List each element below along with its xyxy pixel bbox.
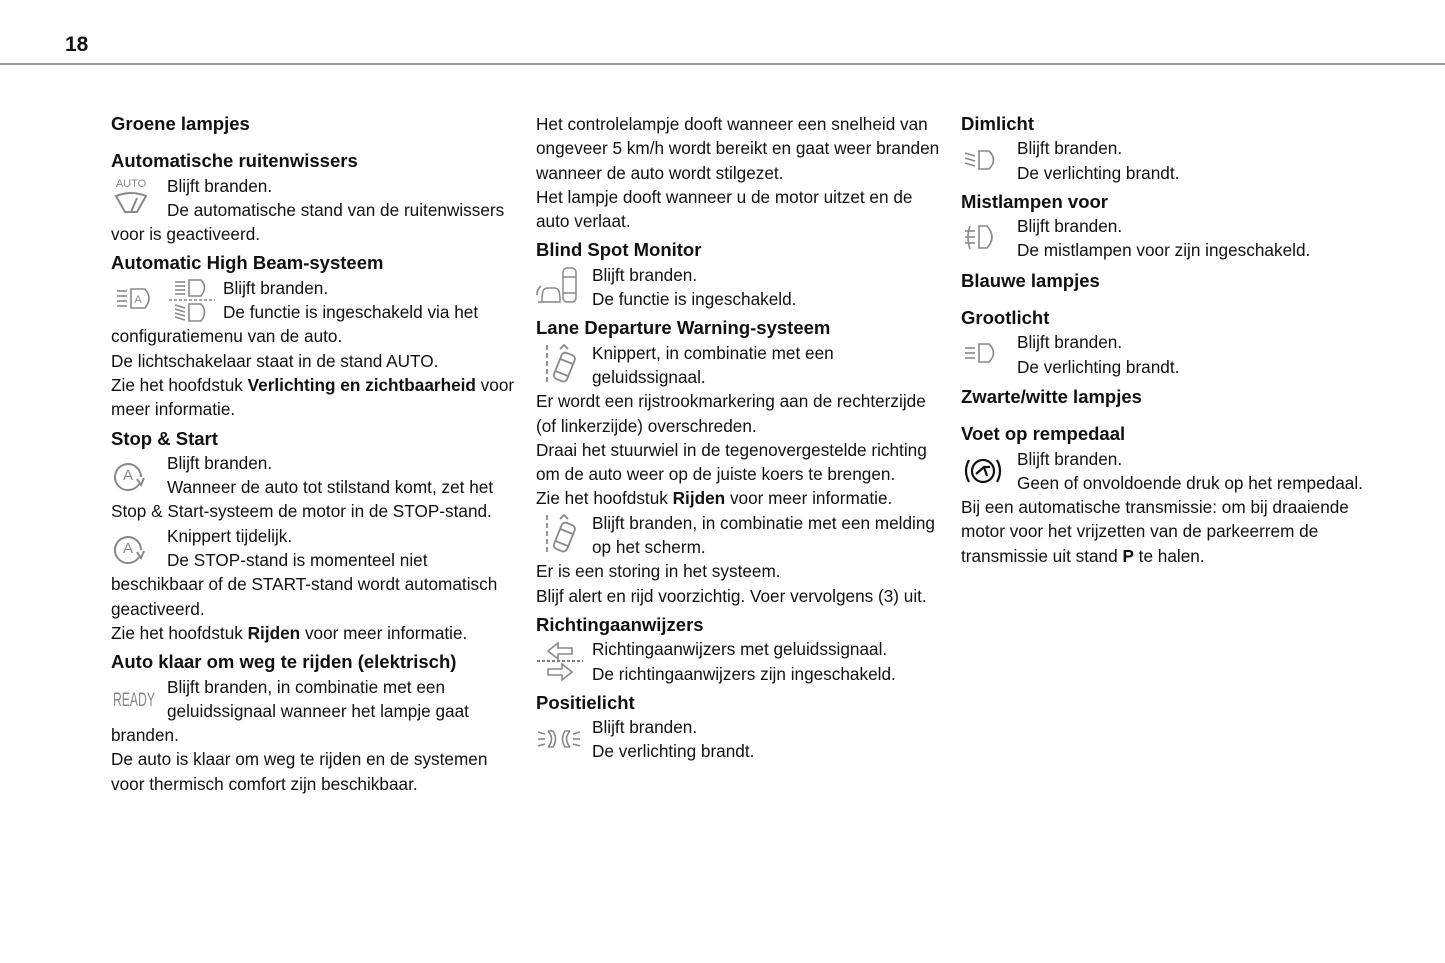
ldw-a-text-2: Draai het stuurwiel in de tegenovergestelde richting om de auto weer op de juiste koers te brengen.: [536, 439, 927, 485]
wipers-section: [111, 149, 516, 246]
stop-start-reference-link: Rijden: [247, 622, 301, 643]
dipped-heading: Dimlicht: [961, 113, 1034, 134]
main-beam-section: [961, 306, 1381, 379]
position-lights-icon: [536, 715, 592, 763]
ahb-section: [111, 251, 516, 421]
ldw-b-text-2: Blijf alert en rijd voorzichtig. Voer vervolgens (3) uit.: [536, 585, 927, 606]
position-line-2: De verlichting brandt.: [592, 741, 755, 762]
brake-line-1: Blijft branden.: [1017, 448, 1123, 469]
ldw-reference-pre: Zie het hoofdstuk: [536, 488, 673, 509]
position-heading: Positielicht: [536, 691, 635, 713]
turn-signal-icon: [536, 637, 592, 685]
column-2: [536, 112, 941, 764]
svg-text:A: A: [122, 466, 134, 484]
page-number: 18: [65, 33, 89, 56]
ldw-a-line-1: Knippert, in combinatie met een geluidssignaal.: [592, 342, 834, 387]
position-section: [536, 691, 941, 764]
ldw-section: [536, 316, 941, 608]
ready-icon: [111, 675, 167, 723]
stop-start-reference-post: voor meer informatie.: [300, 622, 468, 643]
svg-text:A: A: [134, 293, 142, 306]
column-1: [111, 112, 516, 796]
stop-start-reference: [111, 621, 516, 645]
brake-text: [961, 495, 1381, 568]
dipped-line-1: Blijft branden.: [1017, 138, 1123, 159]
wipers-line-2: De automatische stand van de ruitenwissers voor is geactiveerd.: [111, 199, 505, 245]
ldw-reference: [536, 486, 941, 510]
stop-start-b-line-1: Knippert tijdelijk.: [167, 525, 293, 546]
stop-start-a-line-1: Blijft branden.: [167, 452, 273, 473]
section-title-blue: Blauwe lampjes: [961, 269, 1100, 291]
fog-line-2: De mistlampen voor zijn ingeschakeld.: [1017, 240, 1311, 261]
bsm-heading: Blind Spot Monitor: [536, 239, 702, 261]
dipped-beam-icon: [961, 136, 1017, 184]
main-beam-line-1: Blijft branden.: [1017, 332, 1123, 353]
stop-start-a-line-2: Wanneer de auto tot stilstand komt, zet het Stop & Start-systeem de motor in de STOP-stand.: [111, 477, 494, 522]
main-beam-icon: [961, 330, 1017, 378]
fog-line-1: Blijft branden.: [1017, 216, 1123, 237]
brake-section: [961, 422, 1381, 568]
ahb-reference-pre: Zie het hoofdstuk: [111, 374, 248, 395]
bsm-line-2: De functie is ingeschakeld.: [592, 289, 797, 310]
ahb-line-3: De lichtschakelaar staat in de stand AUTO.: [111, 350, 439, 371]
main-beam-heading: Grootlicht: [961, 307, 1050, 329]
ahb-line-2: De functie is ingeschakeld via het configuratiemenu van de auto.: [111, 302, 479, 347]
ready-line-2: De auto is klaar om weg te rijden en de systemen voor thermisch comfort zijn beschikbaar.: [111, 749, 488, 794]
stop-start-section: [111, 427, 516, 646]
brake-line-2: Geen of onvoldoende druk op het rempedaal.: [1017, 472, 1363, 493]
stop-start-b-line-2: De STOP-stand is momenteel niet beschikbaar of de START-stand wordt automatisch geactiveerd.: [111, 550, 498, 619]
bsm-section: [536, 238, 941, 311]
ldw-heading: Lane Departure Warning-systeem: [536, 317, 831, 339]
blind-spot-icon: [536, 263, 592, 311]
svg-text:A: A: [122, 539, 134, 557]
position-line-1: Blijft branden.: [592, 717, 698, 738]
front-fog-icon: [961, 214, 1017, 262]
brake-heading: Voet op rempedaal: [961, 423, 1126, 445]
ldw-reference-link: Rijden: [672, 488, 726, 509]
ahb-reference-link: Verlichting en zichtbaarheid: [247, 374, 476, 395]
fog-section: [961, 190, 1381, 263]
ready-icon-label: READY: [113, 689, 156, 711]
ready-heading: Auto klaar om weg te rijden (elektrisch): [111, 651, 457, 673]
indicators-heading: Richtingaanwijzers: [536, 613, 704, 635]
ahb-heading: Automatic High Beam-systeem: [111, 252, 384, 274]
lane-departure-fault-icon: [536, 511, 592, 559]
foot-on-brake-icon: [961, 447, 1017, 495]
header-rule: [0, 63, 1445, 65]
ahb-reference: [111, 373, 516, 422]
stop-start-flashing-icon: [111, 524, 167, 572]
dipped-line-2: De verlichting brandt.: [1017, 162, 1180, 183]
indicators-section: [536, 613, 941, 686]
lane-departure-icon: [536, 341, 592, 389]
fog-heading: Mistlampen voor: [961, 190, 1108, 212]
section-title-black-white: Zwarte/witte lampjes: [961, 385, 1142, 407]
column-3: [961, 112, 1381, 568]
bsm-line-1: Blijft branden.: [592, 264, 698, 285]
wipers-line-1: Blijft branden.: [167, 175, 273, 196]
brake-text-pre: Bij een automatische transmissie: om bij draaiende motor voor het vrijzetten van de parkeerrem de transmissie uit stand: [961, 497, 1349, 566]
stop-start-heading: Stop & Start: [111, 427, 218, 449]
ldw-reference-post: voor meer informatie.: [725, 488, 893, 509]
ldw-b-text-1: Er is een storing in het systeem.: [536, 561, 781, 582]
auto-wiper-icon: [111, 174, 167, 222]
wipers-heading: Automatische ruitenwissers: [111, 150, 358, 172]
ready-line-1: Blijft branden, in combinatie met een geluidssignaal wanneer het lampje gaat branden.: [111, 676, 469, 746]
ahb-reference-post: voor meer informatie.: [111, 374, 515, 420]
indicators-line-1: Richtingaanwijzers met geluidssignaal.: [592, 639, 888, 660]
stop-start-icon: [111, 451, 167, 499]
brake-text-post: te halen.: [1133, 545, 1205, 566]
ahb-line-1: Blijft branden.: [223, 277, 329, 298]
stop-start-intro-1: Het controlelampje dooft wanneer een snelheid van ongeveer 5 km/h wordt bereikt en gaat weer branden wanneer de auto wordt stilgezet.: [536, 114, 940, 183]
auto-wiper-icon-label: AUTO: [115, 177, 147, 190]
indicators-line-2: De richtingaanwijzers zijn ingeschakeld.: [592, 663, 896, 684]
auto-high-beam-icon: [111, 276, 223, 324]
stop-start-intro-2: Het lampje dooft wanneer u de motor uitzet en de auto verlaat.: [536, 186, 913, 232]
dipped-section: [961, 112, 1381, 185]
ldw-a-text-1: Er wordt een rijstrookmarkering aan de rechterzijde (of linkerzijde) overschreden.: [536, 391, 926, 436]
brake-text-bold: P: [1122, 545, 1134, 566]
section-title-green: Groene lampjes: [111, 113, 250, 134]
stop-start-reference-pre: Zie het hoofdstuk: [111, 622, 248, 643]
main-beam-line-2: De verlichting brandt.: [1017, 356, 1180, 377]
ready-section: [111, 650, 516, 796]
ldw-b-line-1: Blijft branden, in combinatie met een melding op het scherm.: [592, 512, 935, 558]
